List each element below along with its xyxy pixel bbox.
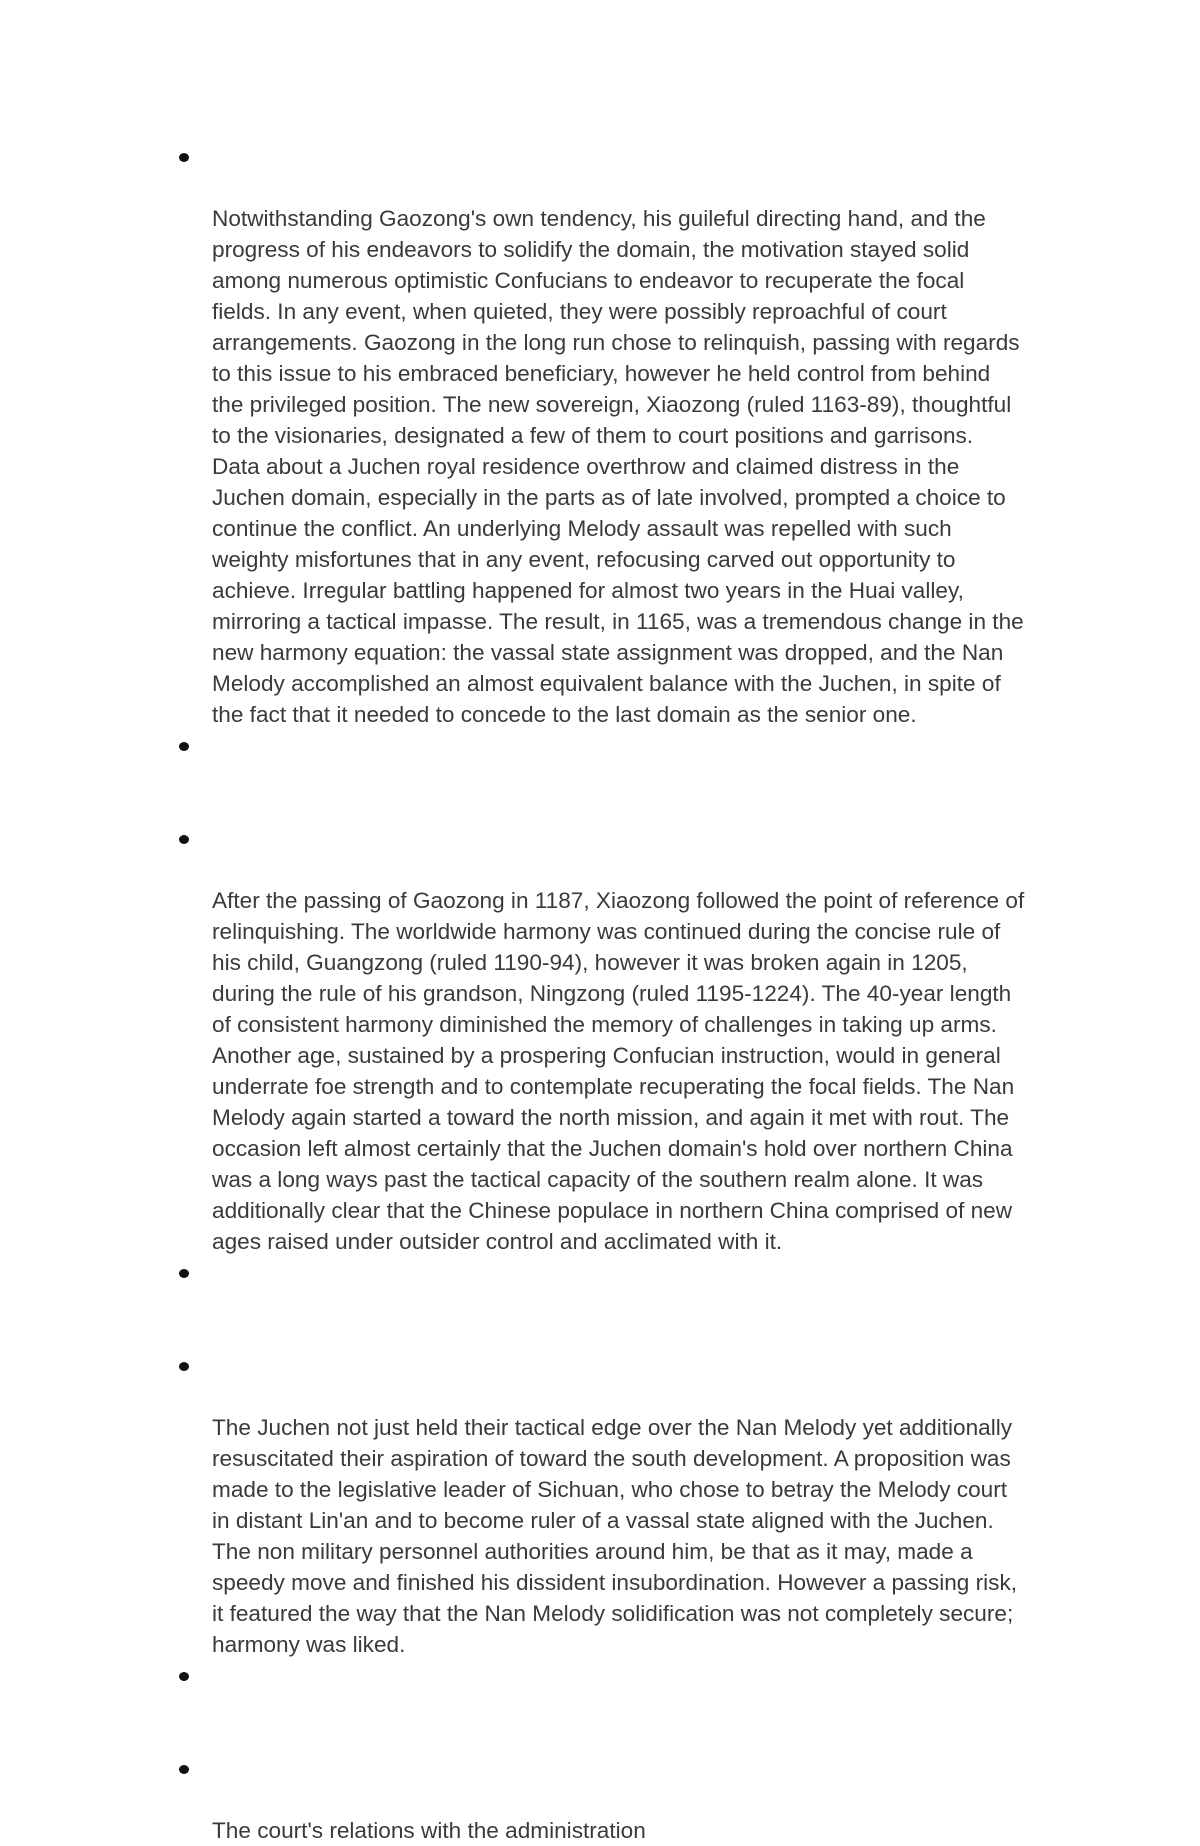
bullet-list — [170, 141, 1070, 1846]
list-item — [170, 730, 1070, 823]
list-item — [170, 1350, 1070, 1660]
list-item — [170, 823, 1070, 1257]
list-item — [170, 1753, 1070, 1846]
bullet-icon — [179, 1672, 189, 1681]
bullet-icon — [179, 153, 189, 162]
bullet-icon — [179, 835, 189, 844]
paragraph-text: The Juchen not just held their tactical edge over the Nan Melody yet additionally resuscitated their aspiration of toward the south development. A proposition was made to the legislative leader of Sichuan, who chose to betray the Melody court in distant Lin'an and to become ruler of a vassal state aligned with the Juchen. The non military personnel authorities around him, be that as it may, made a speedy move and finished his dissident insubordination. However a passing risk, it featured the way that the Nan Melody solidification was not completely secure; harmony was liked. — [212, 1415, 1018, 1657]
paragraph-text: After the passing of Gaozong in 1187, Xiaozong followed the point of reference of relinquishing. The worldwide harmony was continued during the concise rule of his child, Guangzong (ruled 1190-94), however it was broken again in 1205, during the rule of his grandson, Ningzong (ruled 1195-1224). The 40-year length of consistent harmony diminished the memory of challenges in taking up arms. Another age, sustained by a prospering Confucian instruction, would in general underrate foe strength and to contemplate recuperating the focal fields. The Nan Melody again started a toward the north mission, and again it met with rout. The occasion left almost certainly that the Juchen domain's hold over northern China was a long ways past the tactical capacity of the southern realm alone. It was additionally clear that the Chinese populace in northern China comprised of new ages raised under outsider control and acclimated with it. — [212, 888, 1025, 1254]
list-item — [170, 141, 1070, 730]
list-item — [170, 1660, 1070, 1753]
bullet-icon — [179, 1765, 189, 1774]
bullet-icon — [179, 1362, 189, 1371]
bullet-icon — [179, 1269, 189, 1278]
bullet-icon — [179, 742, 189, 751]
paragraph-text: Notwithstanding Gaozong's own tendency, his guileful directing hand, and the progress of his endeavors to solidify the domain, the motivation stayed solid among numerous optimistic Confucians to endeavor to recuperate the focal fields. In any event, when quieted, they were possibly reproachful of court arrangements. Gaozong in the long run chose to relinquish, passing with regards to this issue to his embraced beneficiary, however he held control from behind the privileged position. The new sovereign, Xiaozong (ruled 1163-89), thoughtful to the visionaries, designated a few of them to court positions and garrisons. Data about a Juchen royal residence overthrow and claimed distress in the Juchen domain, especially in the parts as of late involved, prompted a choice to continue the conflict. An underlying Melody assault was repelled with such weighty misfortunes that in any event, refocusing carved out opportunity to achieve. Irregular battling happened for almost two years in the Huai valley, mirroring a tactical impasse. The result, in 1165, was a tremendous change in the new harmony equation: the vassal state assignment was dropped, and the Nan Melody accomplished an almost equivalent balance with the Juchen, in spite of the fact that it needed to concede to the last domain as the senior one. — [212, 206, 1024, 727]
paragraph-text: The court's relations with the administration — [212, 1818, 646, 1843]
list-item — [170, 1257, 1070, 1350]
